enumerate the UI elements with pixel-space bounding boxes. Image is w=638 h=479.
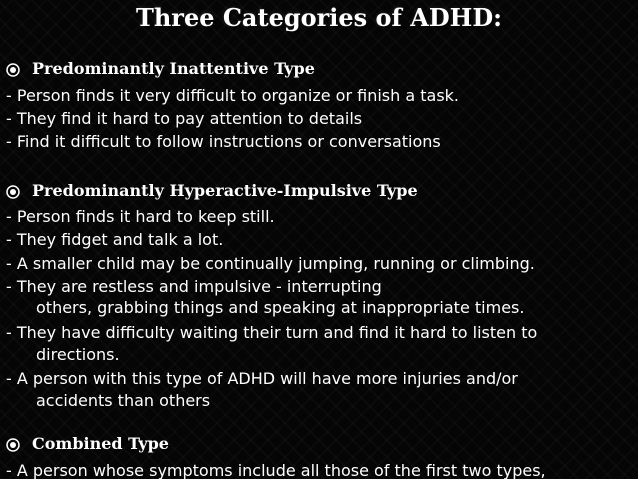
target-bullet-icon: [6, 185, 32, 199]
section-heading-label: Predominantly Inattentive Type: [32, 59, 315, 78]
section-line: - Find it difficult to follow instructions or conversations: [6, 132, 441, 151]
section-line: - They have difficulty waiting their turn and find it hard to listen to: [6, 323, 538, 342]
section-heading-label: Combined Type: [32, 434, 169, 453]
section-heading-label: Predominantly Hyperactive-Impulsive Type: [32, 181, 418, 200]
section-heading-combined: [6, 433, 169, 455]
section-line-continuation: others, grabbing things and speaking at inappropriate times.: [36, 298, 525, 317]
section-line: - They find it hard to pay attention to details: [6, 109, 363, 128]
target-bullet-icon: [6, 438, 32, 452]
section-line: - A person with this type of ADHD will have more injuries and/or: [6, 369, 518, 388]
section-line-continuation: directions.: [36, 345, 120, 364]
section-line: - Person finds it hard to keep still.: [6, 207, 275, 226]
section-line: - A smaller child may be continually jumping, running or climbing.: [6, 254, 535, 273]
section-line: - A person whose symptoms include all those of the first two types,: [6, 461, 546, 479]
section-line: - They fidget and talk a lot.: [6, 230, 224, 249]
slide-title: Three Categories of ADHD:: [135, 3, 502, 32]
section-heading-hyperactive: [6, 180, 418, 202]
target-bullet-icon: [6, 63, 32, 77]
section-heading-inattentive: [6, 58, 315, 80]
section-line-continuation: accidents than others: [36, 391, 211, 410]
section-line: - Person finds it very difficult to organize or finish a task.: [6, 86, 460, 105]
section-line: - They are restless and impulsive - interrupting: [6, 277, 382, 296]
